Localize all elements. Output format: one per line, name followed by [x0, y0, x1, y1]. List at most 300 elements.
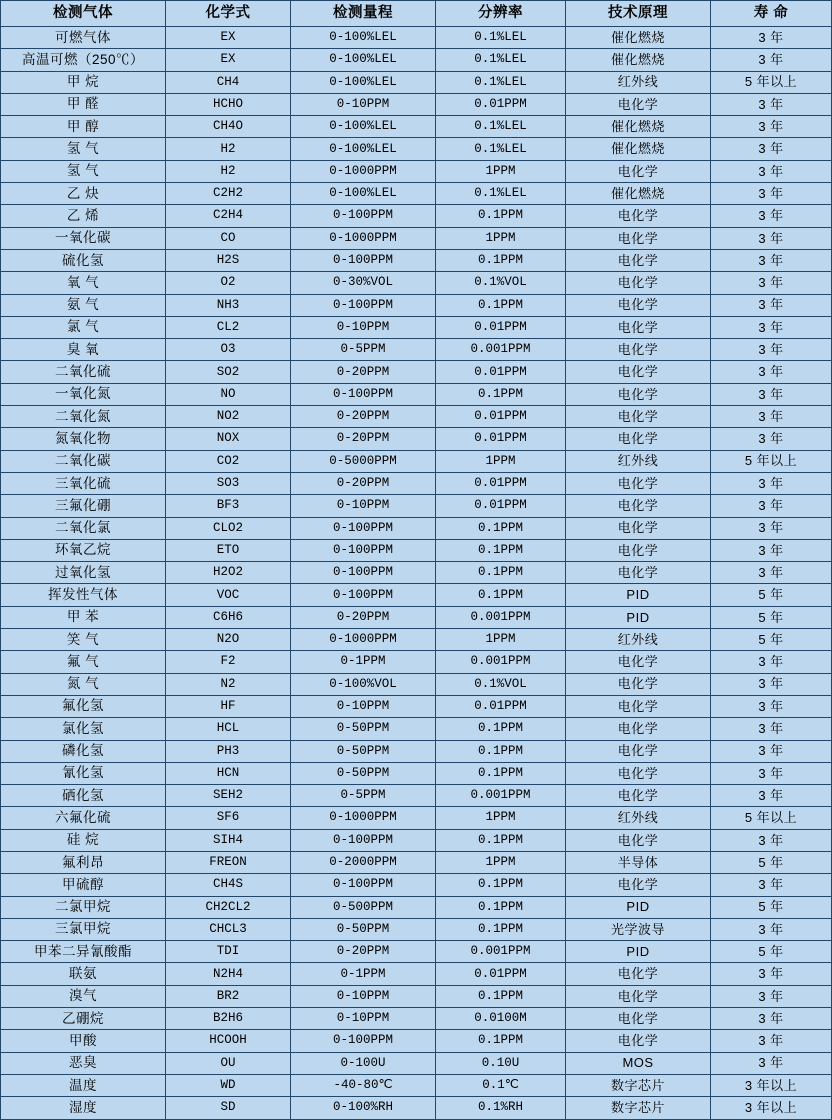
table-row — [1, 1097, 832, 1119]
cell-resolution: 0.01PPM — [436, 495, 566, 517]
table-row — [1, 562, 832, 584]
cell-principle: 催化燃烧 — [566, 116, 711, 138]
cell-principle: 电化学 — [566, 562, 711, 584]
cell-range: 0-10PPM — [291, 93, 436, 115]
cell-formula: BF3 — [166, 495, 291, 517]
table-row — [1, 718, 832, 740]
cell-formula: HCL — [166, 718, 291, 740]
cell-gas: 氧 气 — [1, 272, 166, 294]
cell-resolution: 0.1PPM — [436, 517, 566, 539]
cell-formula: NO2 — [166, 406, 291, 428]
cell-resolution: 0.001PPM — [436, 785, 566, 807]
cell-formula: F2 — [166, 651, 291, 673]
table-row — [1, 539, 832, 561]
cell-range: 0-100PPM — [291, 517, 436, 539]
cell-gas: 高温可燃（250℃） — [1, 49, 166, 71]
cell-principle: 电化学 — [566, 472, 711, 494]
cell-resolution: 0.1PPM — [436, 562, 566, 584]
cell-principle: 电化学 — [566, 1030, 711, 1052]
cell-principle: 电化学 — [566, 539, 711, 561]
cell-lifetime: 3 年 — [711, 383, 832, 405]
table-row — [1, 205, 832, 227]
table-body — [1, 27, 832, 1120]
cell-formula: SD — [166, 1097, 291, 1119]
cell-lifetime: 5 年 — [711, 941, 832, 963]
cell-range: 0-1PPM — [291, 651, 436, 673]
cell-gas: 湿度 — [1, 1097, 166, 1119]
cell-formula: CLO2 — [166, 517, 291, 539]
cell-gas: 可燃气体 — [1, 27, 166, 49]
cell-gas: 一氧化氮 — [1, 383, 166, 405]
cell-principle: 催化燃烧 — [566, 49, 711, 71]
table-row — [1, 1008, 832, 1030]
cell-range: 0-20PPM — [291, 606, 436, 628]
cell-resolution: 0.001PPM — [436, 941, 566, 963]
cell-formula: SO2 — [166, 361, 291, 383]
cell-gas: 磷化氢 — [1, 740, 166, 762]
cell-resolution: 0.01PPM — [436, 316, 566, 338]
cell-resolution: 1PPM — [436, 227, 566, 249]
cell-range: 0-20PPM — [291, 472, 436, 494]
table-row — [1, 829, 832, 851]
cell-principle: 光学波导 — [566, 918, 711, 940]
cell-gas: 氰化氢 — [1, 762, 166, 784]
cell-range: 0-100%RH — [291, 1097, 436, 1119]
cell-formula: C2H4 — [166, 205, 291, 227]
cell-gas: 环氧乙烷 — [1, 539, 166, 561]
table-row — [1, 428, 832, 450]
cell-lifetime: 3 年 — [711, 562, 832, 584]
table-row — [1, 807, 832, 829]
cell-resolution: 0.001PPM — [436, 606, 566, 628]
cell-gas: 二氧化硫 — [1, 361, 166, 383]
cell-range: 0-5PPM — [291, 339, 436, 361]
cell-gas: 甲硫醇 — [1, 874, 166, 896]
cell-range: 0-20PPM — [291, 406, 436, 428]
table-row — [1, 606, 832, 628]
cell-range: 0-100PPM — [291, 383, 436, 405]
cell-gas: 甲酸 — [1, 1030, 166, 1052]
table-row — [1, 316, 832, 338]
cell-resolution: 0.1PPM — [436, 740, 566, 762]
cell-range: 0-2000PPM — [291, 851, 436, 873]
cell-resolution: 0.1%LEL — [436, 183, 566, 205]
cell-gas: 氮 气 — [1, 673, 166, 695]
cell-gas: 氟化氢 — [1, 695, 166, 717]
cell-principle: PID — [566, 584, 711, 606]
cell-gas: 二氧化氮 — [1, 406, 166, 428]
cell-principle: 红外线 — [566, 629, 711, 651]
cell-formula: H2 — [166, 160, 291, 182]
cell-gas: 挥发性气体 — [1, 584, 166, 606]
cell-resolution: 0.1%LEL — [436, 27, 566, 49]
cell-range: 0-100PPM — [291, 829, 436, 851]
cell-principle: 电化学 — [566, 495, 711, 517]
cell-lifetime: 3 年 — [711, 227, 832, 249]
cell-resolution: 0.1PPM — [436, 294, 566, 316]
cell-formula: SEH2 — [166, 785, 291, 807]
cell-resolution: 1PPM — [436, 851, 566, 873]
table-row — [1, 272, 832, 294]
cell-range: 0-1000PPM — [291, 807, 436, 829]
cell-resolution: 0.1PPM — [436, 829, 566, 851]
table-row — [1, 383, 832, 405]
cell-formula: SF6 — [166, 807, 291, 829]
cell-range: 0-100%LEL — [291, 71, 436, 93]
cell-principle: 电化学 — [566, 249, 711, 271]
cell-gas: 二氯甲烷 — [1, 896, 166, 918]
cell-principle: 电化学 — [566, 673, 711, 695]
cell-range: 0-1000PPM — [291, 629, 436, 651]
cell-lifetime: 5 年 — [711, 896, 832, 918]
cell-range: 0-50PPM — [291, 918, 436, 940]
cell-range: 0-1000PPM — [291, 227, 436, 249]
cell-gas: 三氧化硫 — [1, 472, 166, 494]
cell-lifetime: 3 年 — [711, 718, 832, 740]
cell-range: 0-100PPM — [291, 562, 436, 584]
column-header-resolution: 分辨率 — [436, 1, 566, 27]
cell-formula: CHCL3 — [166, 918, 291, 940]
cell-formula: EX — [166, 49, 291, 71]
cell-lifetime: 5 年以上 — [711, 450, 832, 472]
cell-resolution: 0.01PPM — [436, 361, 566, 383]
cell-formula: H2S — [166, 249, 291, 271]
cell-range: 0-100PPM — [291, 874, 436, 896]
cell-lifetime: 5 年 — [711, 584, 832, 606]
cell-formula: HCOOH — [166, 1030, 291, 1052]
cell-lifetime: 3 年 — [711, 249, 832, 271]
cell-formula: OU — [166, 1052, 291, 1074]
cell-range: 0-20PPM — [291, 941, 436, 963]
cell-lifetime: 3 年 — [711, 874, 832, 896]
cell-range: 0-1000PPM — [291, 160, 436, 182]
cell-formula: B2H6 — [166, 1008, 291, 1030]
column-header-principle: 技术原理 — [566, 1, 711, 27]
cell-lifetime: 3 年 — [711, 829, 832, 851]
cell-formula: HCHO — [166, 93, 291, 115]
cell-gas: 臭 氧 — [1, 339, 166, 361]
cell-resolution: 1PPM — [436, 450, 566, 472]
cell-gas: 硫化氢 — [1, 249, 166, 271]
cell-principle: 电化学 — [566, 339, 711, 361]
cell-resolution: 0.1%LEL — [436, 116, 566, 138]
table-row — [1, 517, 832, 539]
table-row — [1, 963, 832, 985]
cell-formula: BR2 — [166, 985, 291, 1007]
table-row — [1, 762, 832, 784]
cell-resolution: 0.1%RH — [436, 1097, 566, 1119]
column-header-range: 检测量程 — [291, 1, 436, 27]
cell-gas: 硅 烷 — [1, 829, 166, 851]
cell-formula: N2 — [166, 673, 291, 695]
cell-lifetime: 3 年 — [711, 93, 832, 115]
table-row — [1, 160, 832, 182]
cell-lifetime: 3 年 — [711, 294, 832, 316]
cell-gas: 氯化氢 — [1, 718, 166, 740]
cell-range: 0-10PPM — [291, 495, 436, 517]
cell-resolution: 0.1%VOL — [436, 272, 566, 294]
cell-lifetime: 3 年以上 — [711, 1097, 832, 1119]
cell-formula: TDI — [166, 941, 291, 963]
cell-range: 0-100PPM — [291, 249, 436, 271]
cell-principle: 电化学 — [566, 160, 711, 182]
cell-formula: WD — [166, 1074, 291, 1096]
cell-principle: 电化学 — [566, 695, 711, 717]
cell-range: 0-10PPM — [291, 316, 436, 338]
cell-lifetime: 3 年 — [711, 1030, 832, 1052]
cell-gas: 氢 气 — [1, 138, 166, 160]
cell-resolution: 0.1PPM — [436, 896, 566, 918]
cell-lifetime: 3 年 — [711, 785, 832, 807]
cell-resolution: 0.1%LEL — [436, 138, 566, 160]
table-row — [1, 116, 832, 138]
table-row — [1, 651, 832, 673]
cell-principle: 电化学 — [566, 785, 711, 807]
cell-range: -40-80℃ — [291, 1074, 436, 1096]
cell-lifetime: 3 年 — [711, 539, 832, 561]
cell-gas: 氟 气 — [1, 651, 166, 673]
cell-gas: 恶臭 — [1, 1052, 166, 1074]
table-row — [1, 71, 832, 93]
cell-principle: 电化学 — [566, 517, 711, 539]
cell-principle: 红外线 — [566, 807, 711, 829]
table-row — [1, 361, 832, 383]
table-row — [1, 629, 832, 651]
table-row — [1, 294, 832, 316]
table-row — [1, 27, 832, 49]
cell-principle: 电化学 — [566, 93, 711, 115]
table-row — [1, 227, 832, 249]
cell-formula: NOX — [166, 428, 291, 450]
table-row — [1, 896, 832, 918]
cell-formula: CH4S — [166, 874, 291, 896]
cell-range: 0-1PPM — [291, 963, 436, 985]
table-row — [1, 49, 832, 71]
cell-resolution: 0.1PPM — [436, 718, 566, 740]
cell-formula: CH2CL2 — [166, 896, 291, 918]
cell-resolution: 0.1PPM — [436, 539, 566, 561]
cell-resolution: 0.01PPM — [436, 963, 566, 985]
cell-gas: 过氧化氢 — [1, 562, 166, 584]
table-row — [1, 740, 832, 762]
cell-range: 0-10PPM — [291, 985, 436, 1007]
cell-lifetime: 3 年 — [711, 673, 832, 695]
cell-resolution: 0.1PPM — [436, 985, 566, 1007]
cell-lifetime: 3 年 — [711, 316, 832, 338]
cell-resolution: 0.0100M — [436, 1008, 566, 1030]
table-row — [1, 785, 832, 807]
cell-resolution: 0.01PPM — [436, 472, 566, 494]
cell-lifetime: 3 年 — [711, 740, 832, 762]
cell-principle: 电化学 — [566, 762, 711, 784]
cell-principle: 电化学 — [566, 316, 711, 338]
table-row — [1, 93, 832, 115]
cell-lifetime: 3 年 — [711, 918, 832, 940]
cell-lifetime: 3 年 — [711, 472, 832, 494]
cell-lifetime: 5 年 — [711, 629, 832, 651]
cell-formula: ETO — [166, 539, 291, 561]
cell-range: 0-20PPM — [291, 428, 436, 450]
cell-range: 0-500PPM — [291, 896, 436, 918]
cell-formula: VOC — [166, 584, 291, 606]
cell-formula: C6H6 — [166, 606, 291, 628]
cell-lifetime: 3 年 — [711, 762, 832, 784]
cell-formula: C2H2 — [166, 183, 291, 205]
table-row — [1, 1030, 832, 1052]
cell-formula: N2H4 — [166, 963, 291, 985]
cell-principle: PID — [566, 896, 711, 918]
cell-resolution: 0.1PPM — [436, 383, 566, 405]
cell-lifetime: 3 年 — [711, 495, 832, 517]
cell-range: 0-10PPM — [291, 695, 436, 717]
cell-lifetime: 3 年 — [711, 361, 832, 383]
table-row — [1, 941, 832, 963]
cell-lifetime: 3 年 — [711, 339, 832, 361]
cell-principle: 数字芯片 — [566, 1074, 711, 1096]
cell-principle: 电化学 — [566, 205, 711, 227]
cell-resolution: 0.10U — [436, 1052, 566, 1074]
cell-range: 0-100%LEL — [291, 183, 436, 205]
cell-range: 0-10PPM — [291, 1008, 436, 1030]
cell-range: 0-5000PPM — [291, 450, 436, 472]
cell-gas: 二氧化氯 — [1, 517, 166, 539]
cell-lifetime: 5 年 — [711, 606, 832, 628]
cell-lifetime: 3 年 — [711, 116, 832, 138]
cell-gas: 乙 炔 — [1, 183, 166, 205]
cell-formula: FREON — [166, 851, 291, 873]
cell-lifetime: 3 年 — [711, 205, 832, 227]
cell-principle: 催化燃烧 — [566, 27, 711, 49]
table-row — [1, 138, 832, 160]
table-row — [1, 985, 832, 1007]
cell-formula: PH3 — [166, 740, 291, 762]
cell-resolution: 0.1%LEL — [436, 49, 566, 71]
cell-resolution: 0.1℃ — [436, 1074, 566, 1096]
table-header-row — [1, 1, 832, 27]
cell-resolution: 1PPM — [436, 807, 566, 829]
cell-formula: SIH4 — [166, 829, 291, 851]
cell-gas: 一氧化碳 — [1, 227, 166, 249]
cell-range: 0-5PPM — [291, 785, 436, 807]
cell-range: 0-100PPM — [291, 205, 436, 227]
cell-principle: 电化学 — [566, 985, 711, 1007]
cell-lifetime: 3 年 — [711, 428, 832, 450]
cell-resolution: 0.01PPM — [436, 93, 566, 115]
cell-gas: 氮氧化物 — [1, 428, 166, 450]
cell-lifetime: 3 年 — [711, 272, 832, 294]
cell-gas: 三氯甲烷 — [1, 918, 166, 940]
cell-resolution: 0.1PPM — [436, 584, 566, 606]
table-row — [1, 918, 832, 940]
cell-resolution: 0.1PPM — [436, 1030, 566, 1052]
cell-principle: PID — [566, 941, 711, 963]
cell-gas: 氯 气 — [1, 316, 166, 338]
cell-lifetime: 3 年 — [711, 406, 832, 428]
table-row — [1, 673, 832, 695]
cell-range: 0-100PPM — [291, 294, 436, 316]
table-row — [1, 183, 832, 205]
cell-range: 0-100PPM — [291, 1030, 436, 1052]
cell-resolution: 0.001PPM — [436, 651, 566, 673]
cell-range: 0-100%LEL — [291, 116, 436, 138]
cell-gas: 笑 气 — [1, 629, 166, 651]
table-row — [1, 495, 832, 517]
cell-principle: PID — [566, 606, 711, 628]
cell-lifetime: 5 年以上 — [711, 807, 832, 829]
cell-principle: 催化燃烧 — [566, 138, 711, 160]
cell-range: 0-100PPM — [291, 539, 436, 561]
cell-principle: 电化学 — [566, 383, 711, 405]
cell-lifetime: 3 年 — [711, 963, 832, 985]
cell-gas: 氢 气 — [1, 160, 166, 182]
cell-range: 0-100U — [291, 1052, 436, 1074]
cell-formula: CH4O — [166, 116, 291, 138]
cell-gas: 乙 烯 — [1, 205, 166, 227]
cell-principle: 数字芯片 — [566, 1097, 711, 1119]
cell-gas: 氟利昂 — [1, 851, 166, 873]
cell-lifetime: 3 年 — [711, 985, 832, 1007]
table-row — [1, 1074, 832, 1096]
cell-principle: MOS — [566, 1052, 711, 1074]
cell-formula: O2 — [166, 272, 291, 294]
cell-range: 0-100%LEL — [291, 138, 436, 160]
cell-range: 0-100PPM — [291, 584, 436, 606]
cell-principle: 电化学 — [566, 272, 711, 294]
cell-lifetime: 3 年 — [711, 183, 832, 205]
cell-formula: CO — [166, 227, 291, 249]
cell-resolution: 0.1PPM — [436, 762, 566, 784]
cell-formula: HF — [166, 695, 291, 717]
cell-resolution: 0.01PPM — [436, 428, 566, 450]
table-row — [1, 249, 832, 271]
table-row — [1, 406, 832, 428]
cell-resolution: 0.001PPM — [436, 339, 566, 361]
cell-principle: 催化燃烧 — [566, 183, 711, 205]
cell-formula: NO — [166, 383, 291, 405]
cell-gas: 氨 气 — [1, 294, 166, 316]
cell-resolution: 0.1%LEL — [436, 71, 566, 93]
cell-gas: 甲 醛 — [1, 93, 166, 115]
table-row — [1, 450, 832, 472]
cell-lifetime: 3 年 — [711, 138, 832, 160]
cell-range: 0-20PPM — [291, 361, 436, 383]
cell-formula: H2O2 — [166, 562, 291, 584]
cell-resolution: 0.1%VOL — [436, 673, 566, 695]
table-row — [1, 339, 832, 361]
cell-range: 0-50PPM — [291, 762, 436, 784]
cell-lifetime: 3 年 — [711, 1008, 832, 1030]
cell-gas: 甲苯二异氰酸酯 — [1, 941, 166, 963]
cell-lifetime: 3 年 — [711, 695, 832, 717]
cell-gas: 三氟化硼 — [1, 495, 166, 517]
cell-lifetime: 3 年以上 — [711, 1074, 832, 1096]
cell-gas: 二氧化碳 — [1, 450, 166, 472]
cell-principle: 红外线 — [566, 450, 711, 472]
cell-principle: 半导体 — [566, 851, 711, 873]
cell-formula: O3 — [166, 339, 291, 361]
cell-range: 0-30%VOL — [291, 272, 436, 294]
cell-range: 0-100%LEL — [291, 49, 436, 71]
cell-range: 0-100%VOL — [291, 673, 436, 695]
cell-principle: 电化学 — [566, 829, 711, 851]
cell-principle: 电化学 — [566, 294, 711, 316]
cell-formula: HCN — [166, 762, 291, 784]
table-row — [1, 874, 832, 896]
cell-principle: 电化学 — [566, 963, 711, 985]
cell-resolution: 1PPM — [436, 160, 566, 182]
cell-range: 0-50PPM — [291, 740, 436, 762]
cell-principle: 红外线 — [566, 71, 711, 93]
